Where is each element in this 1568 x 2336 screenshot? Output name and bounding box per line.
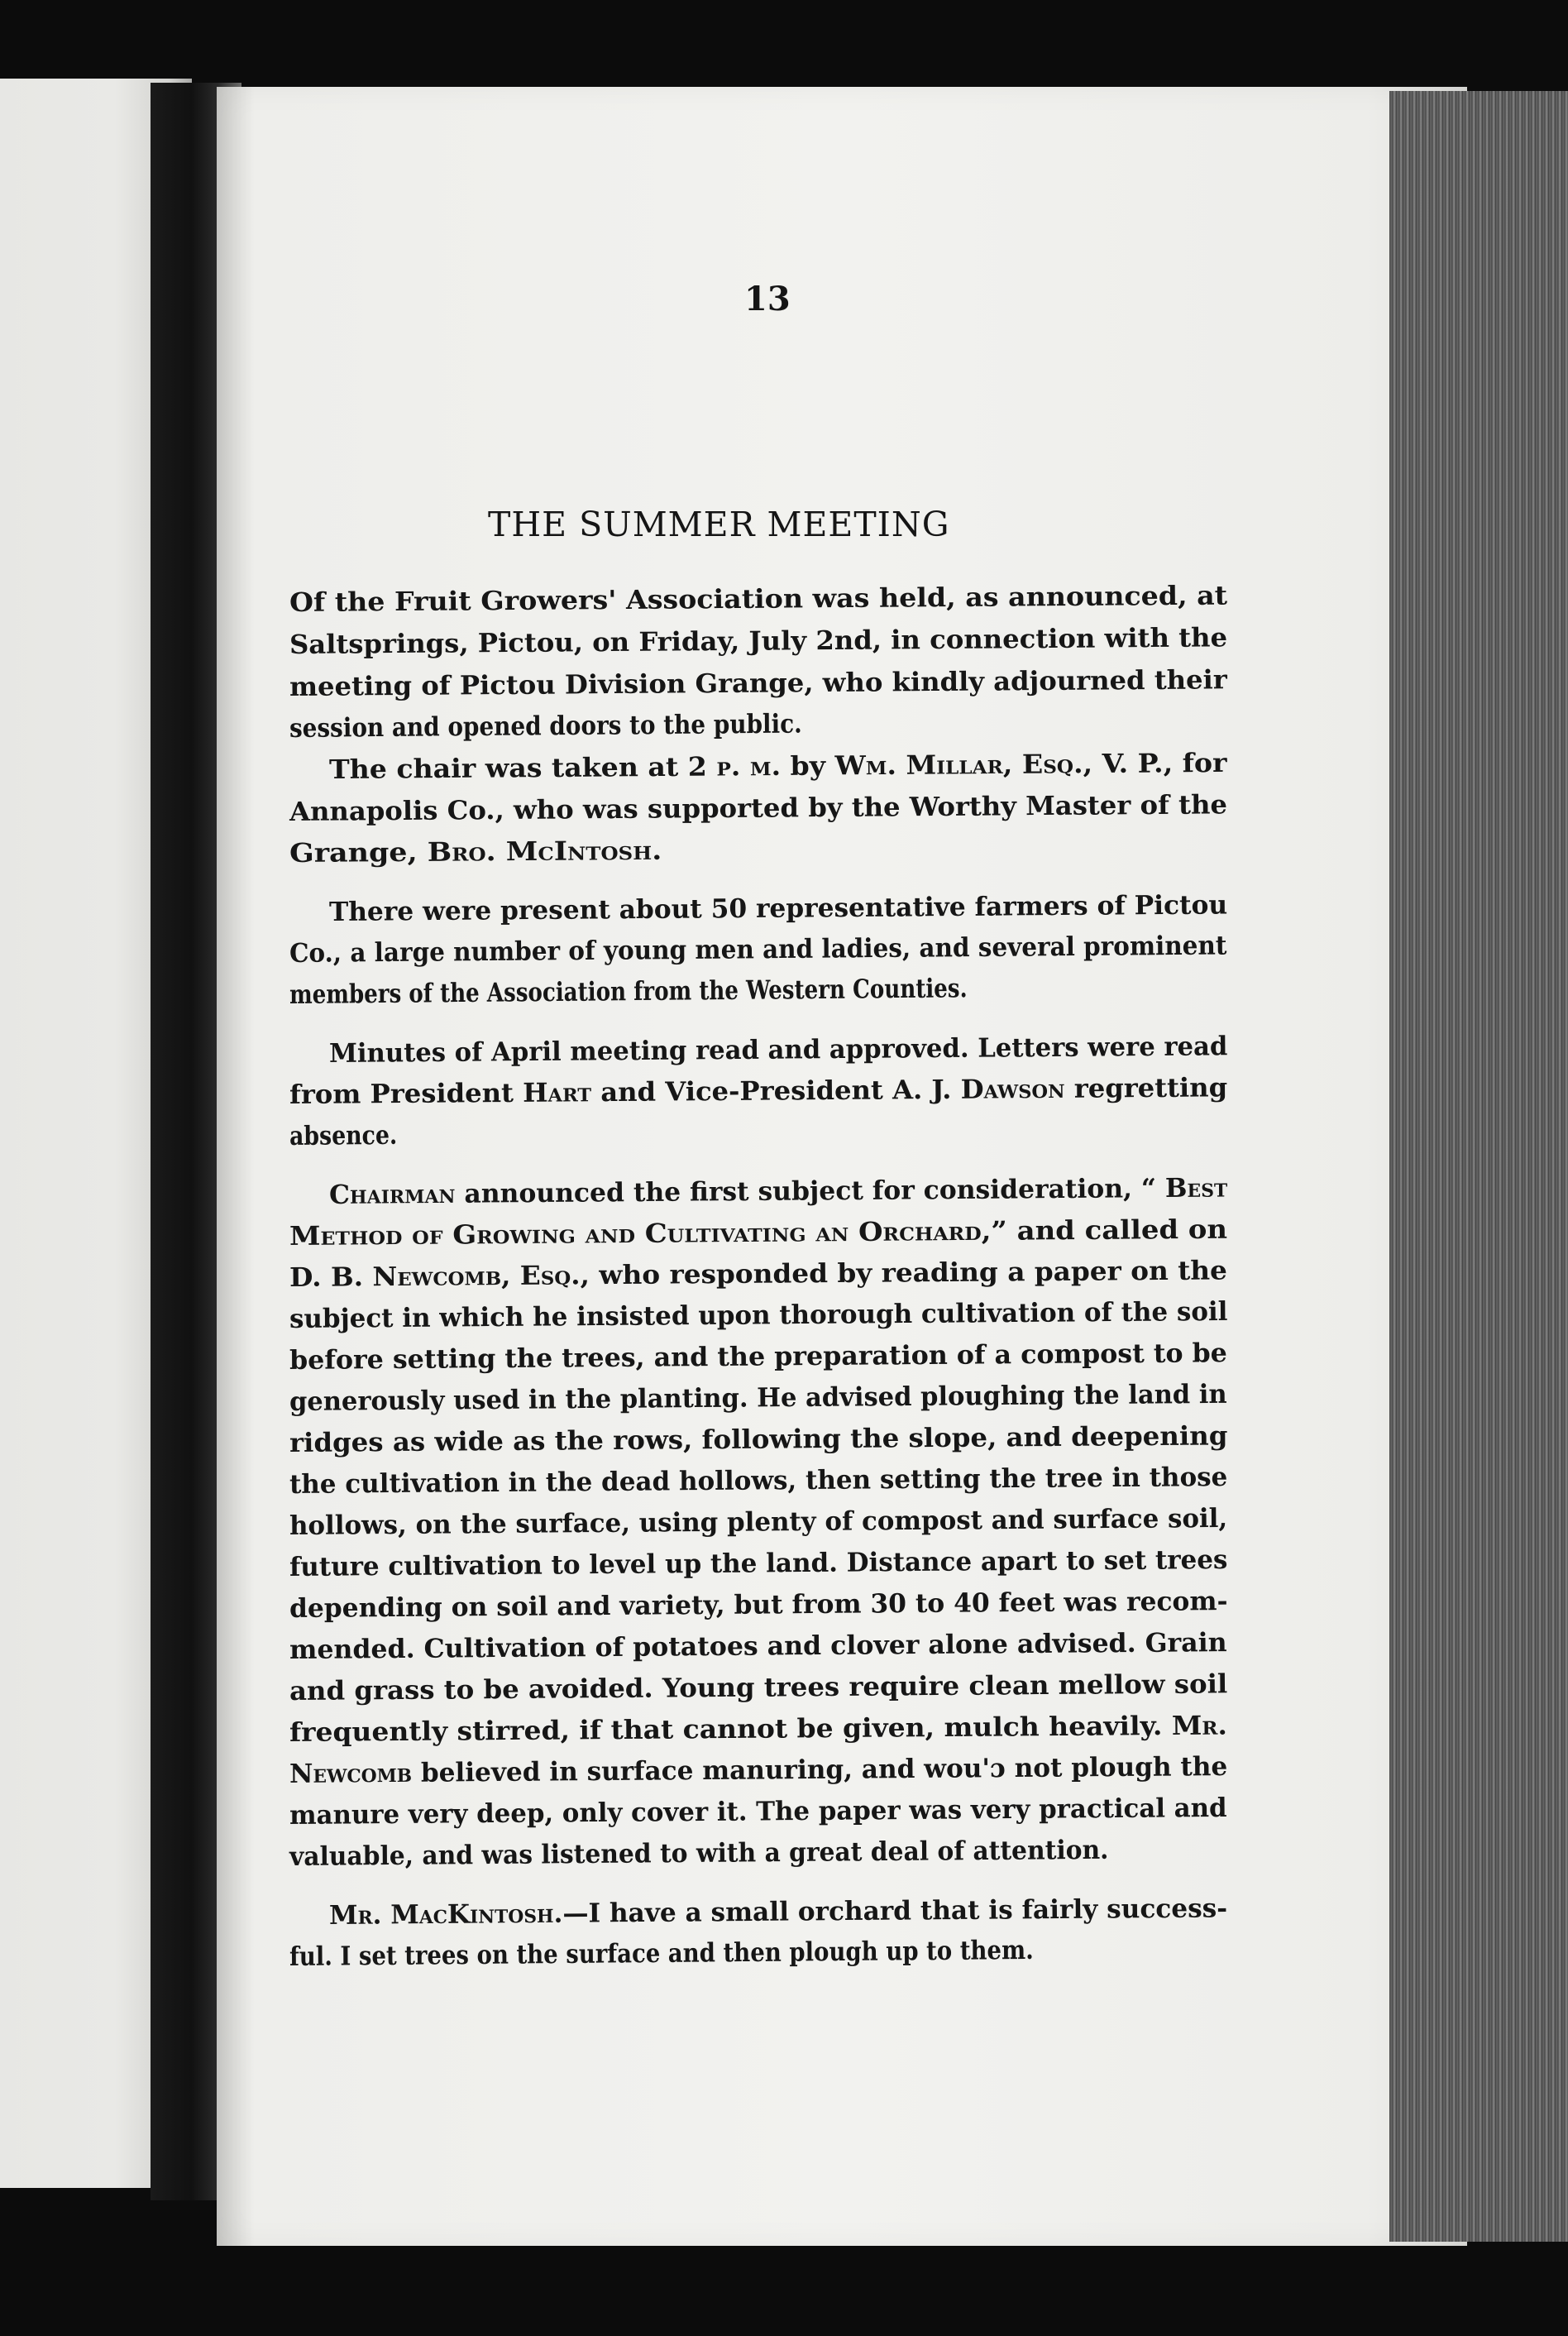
text-line: future cultivation to level up the land. Distance apart to set trees	[289, 1544, 1228, 1582]
small-caps-text: Newcomb	[372, 1261, 502, 1293]
text-line: ful. I set trees on the surface and then plough up to them.	[289, 1934, 1034, 1972]
text-line: from President Hart and Vice-President A. J. Dawson regretting	[289, 1072, 1228, 1110]
small-caps-text: Dawson	[960, 1073, 1065, 1105]
small-caps-text: Esq.	[1021, 749, 1083, 780]
text-line: Method of Growing and Cultivating an Orchard,” and called on	[289, 1213, 1228, 1252]
small-caps-text: Chairman	[328, 1178, 456, 1210]
small-caps-text: Method of Growing and Cultivating an Orchard	[289, 1215, 982, 1252]
small-caps-text: Wm. Millar	[834, 749, 1003, 782]
text-line: Co., a large number of young men and ladies, and several prominent	[289, 930, 1227, 969]
text-line: Saltsprings, Pictou, on Friday, July 2nd, in connection with the	[289, 622, 1228, 660]
text-line: Annapolis Co., who was supported by the Worthy Master of the	[289, 789, 1228, 827]
small-caps-text: Mr. MacKintosh	[328, 1898, 554, 1931]
text-line: ridges as wide as the rows, following the slope, and deepening	[289, 1420, 1228, 1458]
text-line: Mr. MacKintosh.—I have a small orchard that is fairly success-	[328, 1893, 1228, 1931]
text-line: before setting the trees, and the preparation of a compost to be	[289, 1338, 1227, 1376]
small-caps-text: p. m.	[716, 750, 782, 783]
text-line: generously used in the planting. He advised ploughing the land in	[289, 1378, 1227, 1417]
text-line: session and opened doors to the public.	[289, 708, 802, 744]
small-caps-text: Bro. McIntosh	[427, 835, 653, 868]
text-line: Grange, Bro. McIntosh.	[289, 835, 662, 869]
text-line: Of the Fruit Growers' Association was held, as announced, at	[289, 580, 1228, 618]
page-edges	[1389, 91, 1568, 2242]
text-line: members of the Association from the Western Counties.	[289, 973, 968, 1010]
small-caps-text: Newcomb	[289, 1757, 413, 1789]
text-line: and grass to be avoided. Young trees require clean mellow soil	[289, 1668, 1228, 1707]
text-line: manure very deep, only cover it. The paper was very practical and	[289, 1792, 1227, 1831]
text-line: Minutes of April meeting read and approved. Letters were read	[328, 1031, 1228, 1069]
text-line: depending on soil and variety, but from 30 to 40 feet was recom-	[289, 1586, 1228, 1624]
page-heading: THE SUMMER MEETING	[488, 505, 950, 544]
text-line: meeting of Pictou Division Grange, who kindly adjourned their	[289, 664, 1227, 702]
text-line: subject in which he insisted upon thorough cultivation of the soil	[289, 1295, 1228, 1334]
small-caps-text: Hart	[523, 1077, 592, 1108]
text-line: The chair was taken at 2 p. m. by Wm. Millar, Esq., V. P., for	[328, 747, 1227, 785]
small-caps-text: Mr.	[1171, 1710, 1228, 1741]
text-line: hollows, on the surface, using plenty of compost and surface soil,	[289, 1502, 1228, 1541]
small-caps-text: Best	[1164, 1172, 1228, 1204]
page-number: 13	[744, 280, 791, 318]
text-line: valuable, and was listened to with a great deal of attention.	[289, 1834, 1109, 1872]
text-line: D. B. Newcomb, Esq., who responded by reading a paper on the	[289, 1255, 1228, 1293]
text-line: frequently stirred, if that cannot be given, mulch heavily. Mr.	[289, 1710, 1228, 1748]
small-caps-text: Esq.	[519, 1260, 581, 1291]
text-line: the cultivation in the dead hollows, then setting the tree in those	[289, 1461, 1228, 1500]
text-line: There were present about 50 representative farmers of Pictou	[328, 889, 1228, 927]
text-line: Chairman announced the first subject for consideration, “ Best	[328, 1172, 1228, 1210]
text-line: absence.	[289, 1119, 398, 1151]
text-line: mended. Cultivation of potatoes and clover alone advised. Grain	[289, 1627, 1227, 1665]
text-line: Newcomb believed in surface manuring, and wou'ɔ not plough the	[289, 1750, 1228, 1789]
